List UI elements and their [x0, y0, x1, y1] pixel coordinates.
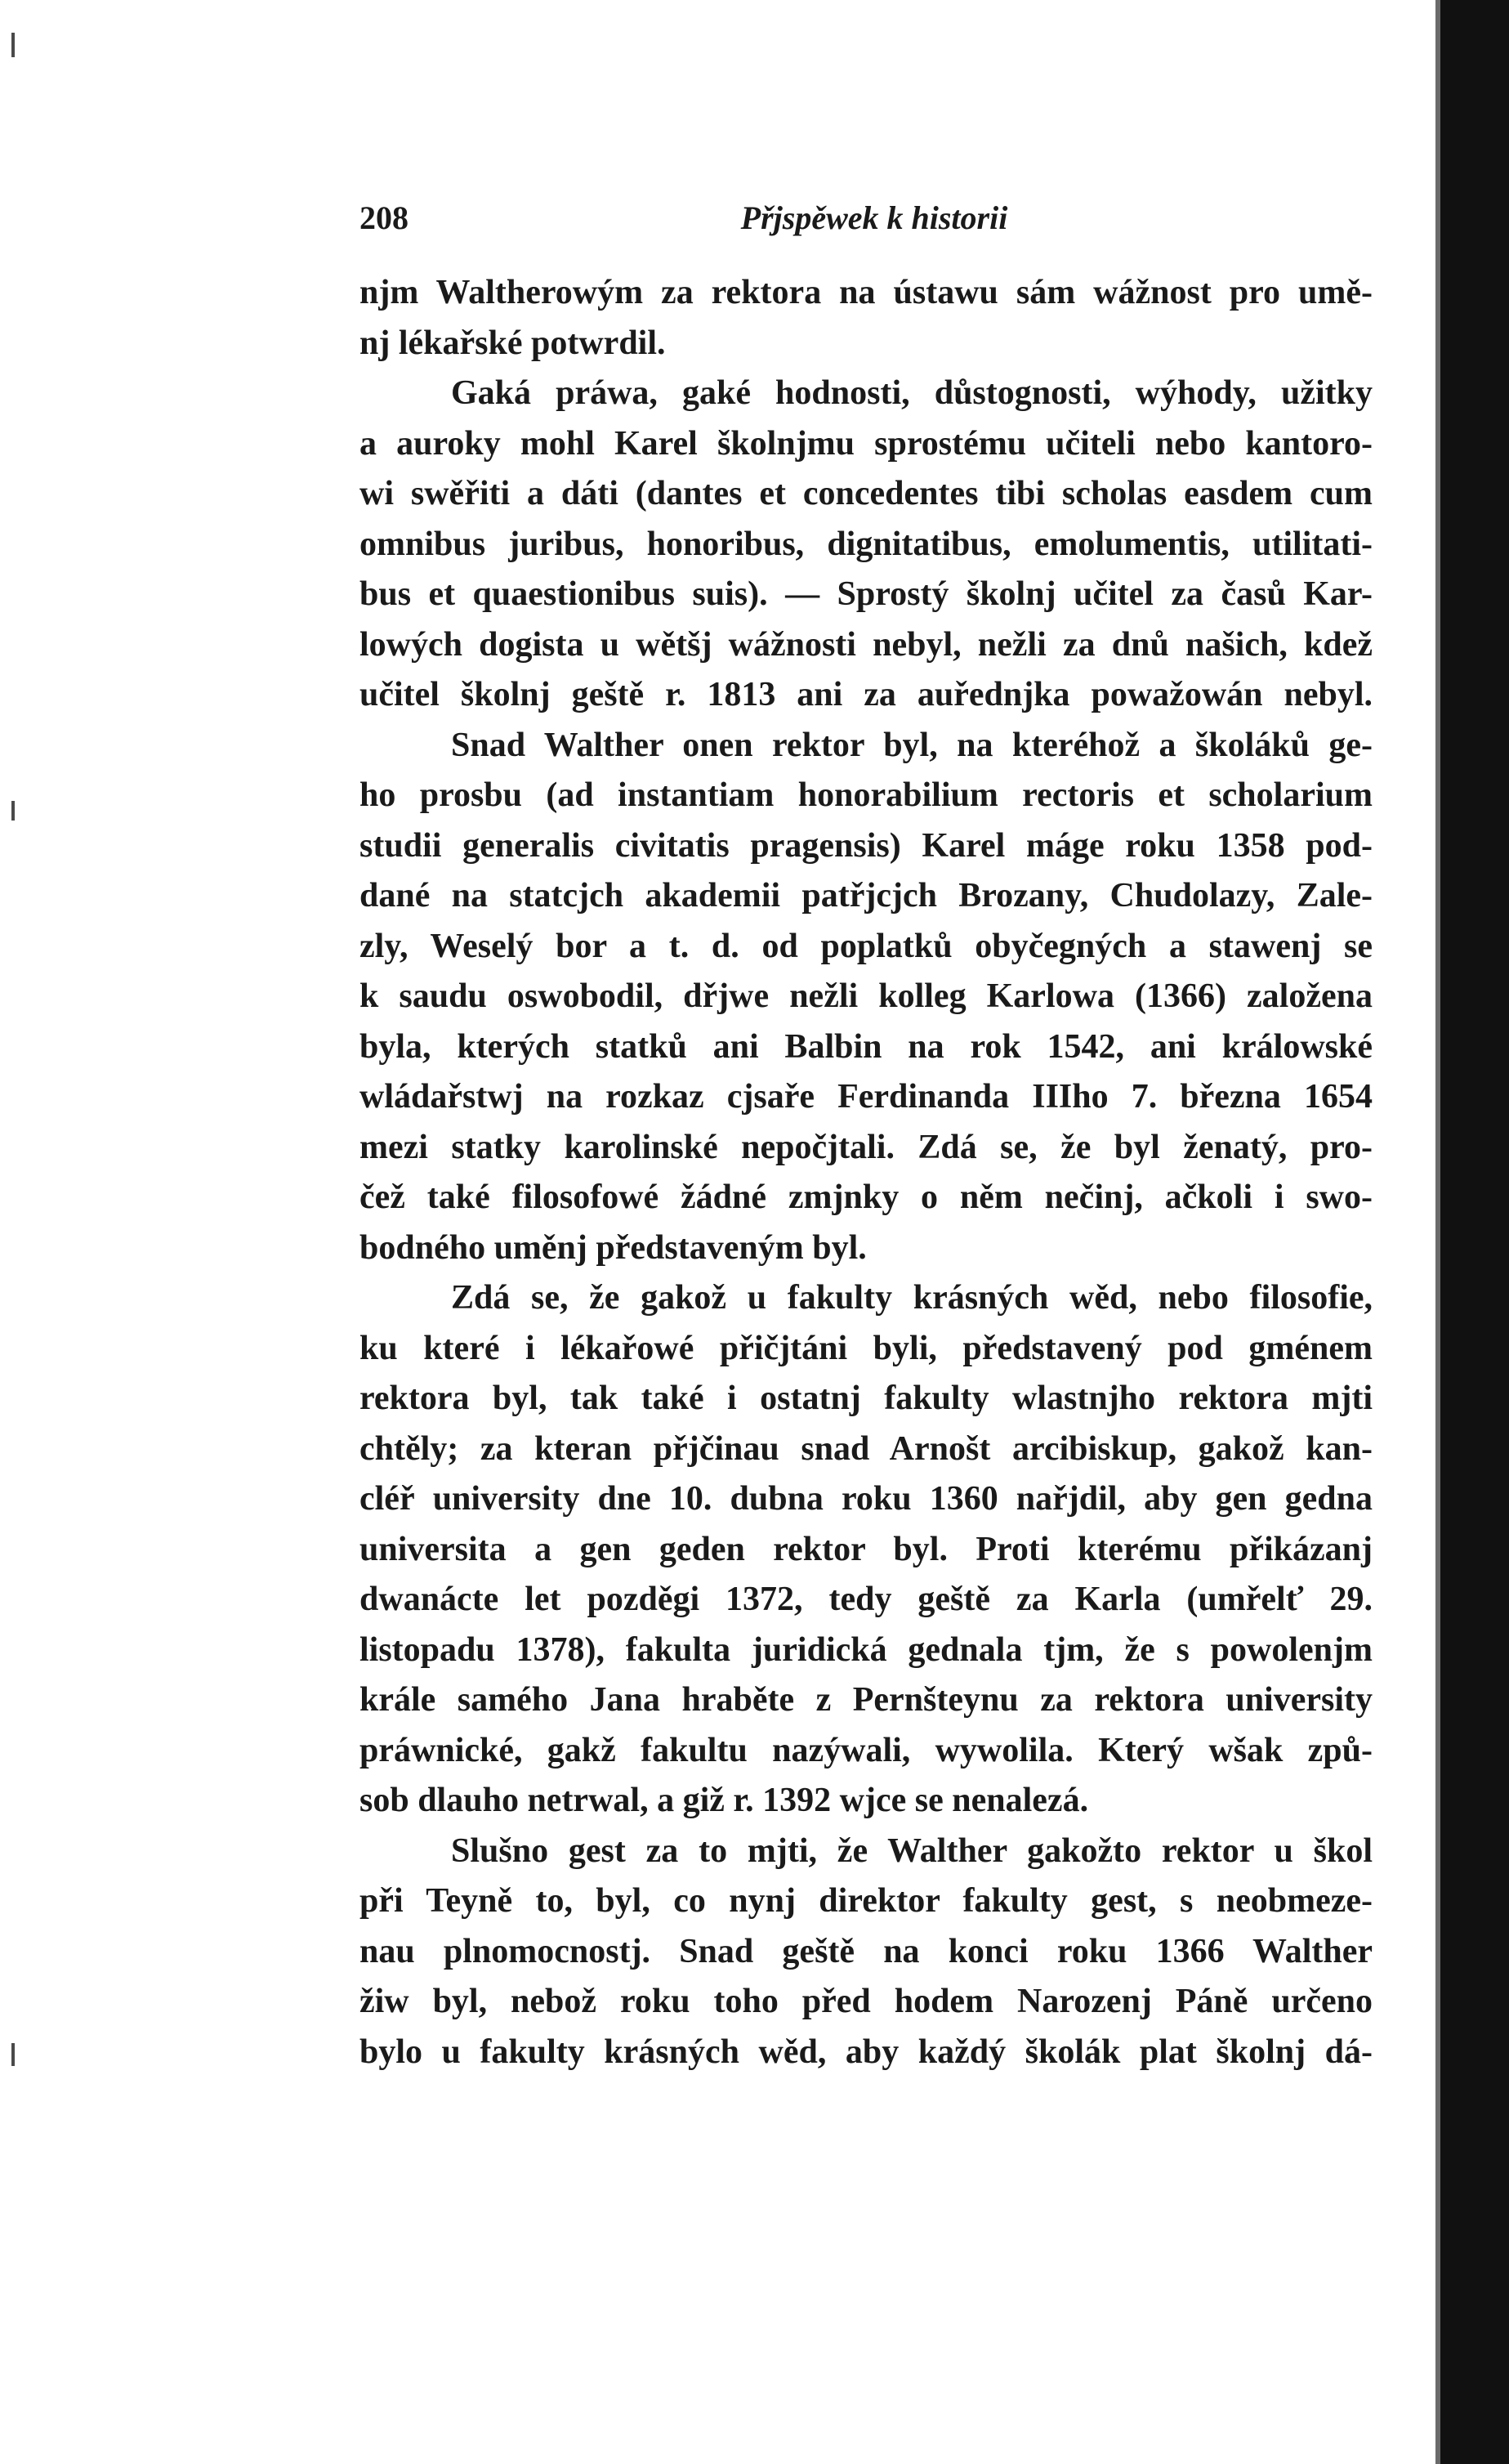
text-line: bodného uměnj představeným byl.	[359, 1228, 867, 1267]
text-line: njm Waltherowým za rektora na ústawu sám wážnost pro umě-	[359, 274, 1373, 311]
text-line: Gaká práwa, gaké hodnosti, důstognosti, wýhody, užitky	[451, 374, 1373, 412]
text-line: byla, kterých statků ani Balbin na rok 1542, ani králowské	[359, 1027, 1373, 1066]
text-line: ho prosbu (ad instantiam honorabilium rectoris et scholarium	[359, 776, 1373, 814]
text-line: zly, Weselý bor a t. d. od poplatků obyčegných a stawenj se	[359, 927, 1373, 965]
text-line: cléř university dne 10. dubna roku 1360 nařjdil, aby gen gedna	[359, 1480, 1373, 1518]
text-line: učitel školnj geště r. 1813 ani za auřednjka powažowán nebyl.	[359, 676, 1373, 713]
text-line: nau plnomocnostj. Snad geště na konci roku 1366 Walther	[359, 1932, 1373, 1970]
text-line: dané na statcjch akademii patřjcjch Brozany, Chudolazy, Zale-	[359, 877, 1373, 914]
text-line: dwanácte let pozděgi 1372, tedy geště za Karla (umřelť 29.	[359, 1581, 1373, 1618]
text-line: listopadu 1378), fakulta juridická gednala tjm, že s powolenjm	[359, 1630, 1373, 1669]
page-header	[359, 190, 1389, 247]
text-line: wi swěřiti a dáti (dantes et concedentes tibi scholas easdem cum	[359, 475, 1373, 512]
text-line: universita a gen geden rektor byl. Proti kterému přikázanj	[359, 1530, 1373, 1568]
text-line: žiw byl, nebož roku toho před hodem Narozenj Páně určeno	[359, 1983, 1373, 2020]
text-line: při Teyně to, byl, co nynj direktor fakulty gest, s neobmeze-	[359, 1882, 1373, 1920]
text-line: Snad Walther onen rektor byl, na kteréhož a školáků ge-	[451, 726, 1373, 764]
text-line: sob dlauho netrwal, a giž r. 1392 wjce se nenalezá.	[359, 1782, 1089, 1819]
page-number: 208	[359, 199, 409, 236]
scan-speck	[11, 801, 15, 821]
text-line: ku které i lékařowé přičjtáni byli, představený pod gménem	[359, 1329, 1373, 1367]
text-line: bylo u fakulty krásných wěd, aby každý školák plat školnj dá-	[359, 2032, 1373, 2071]
text-line: krále samého Jana hraběte z Pernšteynu za rektora university	[359, 1681, 1373, 1719]
body-text	[359, 268, 1373, 2077]
text-line: a auroky mohl Karel školnjmu sprostému učiteli nebo kantoro-	[359, 424, 1373, 463]
text-line: k saudu oswobodil, dřjwe nežli kolleg Karlowa (1366) založena	[359, 977, 1373, 1015]
text-line: Slušno gest za to mjti, že Walther gakožto rektor u škol	[451, 1831, 1373, 1870]
text-line: rektora byl, tak také i ostatnj fakulty wlastnjho rektora mjti	[359, 1380, 1373, 1417]
text-line: wládařstwj na rozkaz cjsaře Ferdinanda IIIho 7. března 1654	[359, 1078, 1373, 1116]
text-line: práwnické, gakž fakultu nazýwali, wywolila. Který wšak způ-	[359, 1731, 1373, 1769]
text-line: nj lékařské potwrdil.	[359, 324, 666, 362]
scan-speck	[11, 2043, 15, 2066]
text-line: studii generalis civitatis pragensis) Karel máge roku 1358 pod-	[359, 826, 1373, 865]
scan-speck	[11, 33, 15, 57]
running-title: Přjspěwek k historii	[740, 199, 1008, 236]
text-line: omnibus juribus, honoribus, dignitatibus, emolumentis, utilitati-	[359, 525, 1373, 563]
text-line: bus et quaestionibus suis). — Sprostý školnj učitel za časů Kar-	[359, 575, 1373, 613]
text-line: chtěly; za kteran přjčinau snad Arnošt arcibiskup, gakož kan-	[359, 1429, 1373, 1468]
text-line: mezi statky karolinské nepočjtali. Zdá se, že byl ženatý, pro-	[359, 1128, 1373, 1166]
scan-page-edge-line	[1435, 0, 1440, 2464]
text-line: lowých dogista u wětšj wážnosti nebyl, nežli za dnů našich, kdež	[359, 625, 1373, 664]
text-line: čež také filosofowé žádné zmjnky o něm nečinj, ačkoli i swo-	[359, 1178, 1373, 1216]
text-line: Zdá se, že gakož u fakulty krásných wěd, nebo filosofie,	[451, 1279, 1373, 1317]
scan-page-edge	[1440, 0, 1509, 2464]
